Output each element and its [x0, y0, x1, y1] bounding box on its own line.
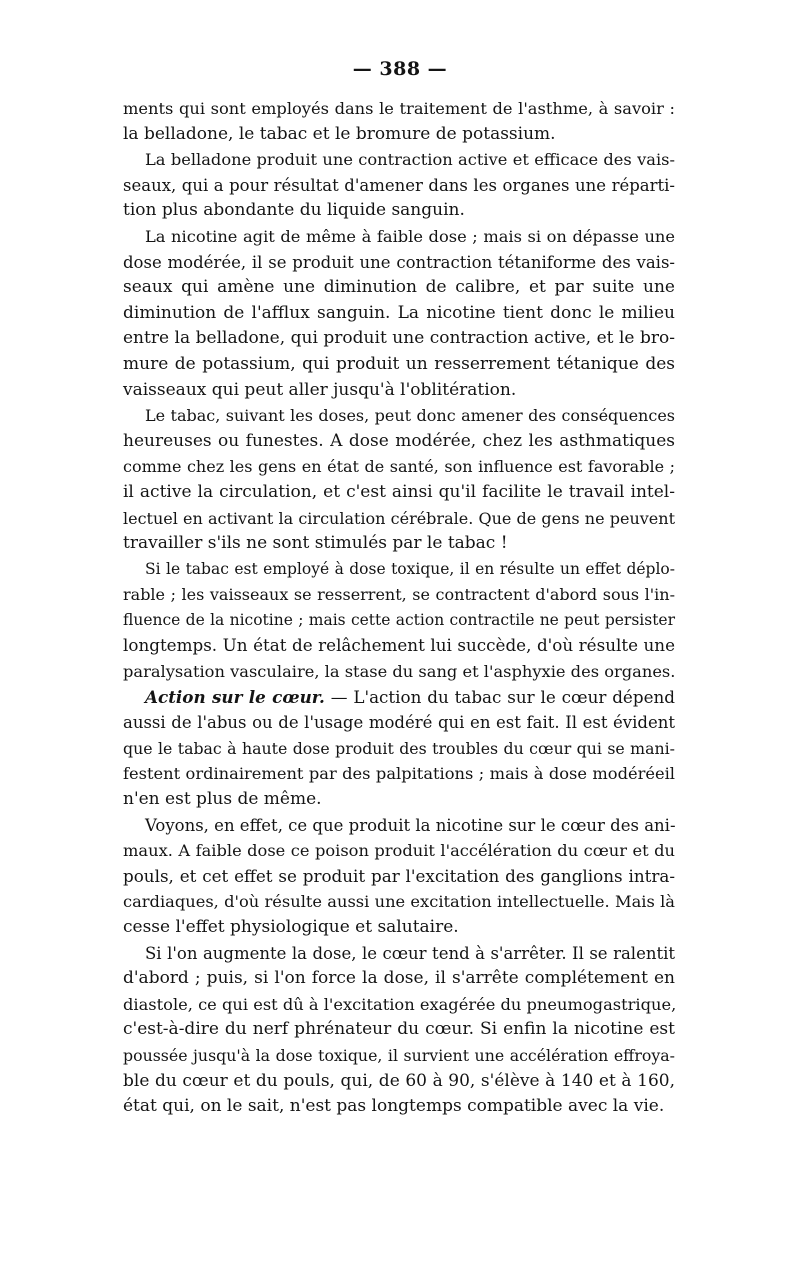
text-line: cardiaques, d'où résulte aussi une excitation intellectuelle. Mais là	[123, 892, 675, 912]
text-line: ments qui sont employés dans le traitement de l'asthme, à savoir :	[123, 99, 675, 118]
text-line: cesse l'effet physiologique et salutaire.	[123, 917, 459, 937]
text-line: seaux qui amène une diminution de calibre, et par suite une	[123, 277, 675, 298]
text-line: entre la belladone, qui produit une contraction active, et le bro-	[123, 328, 675, 349]
text-line: rable ; les vaisseaux se resserrent, se contractent d'abord sous l'in-	[123, 585, 675, 605]
text-line: heureuses ou funestes. A dose modérée, chez les asthmatiques	[123, 430, 675, 451]
text-line: paralysation vasculaire, la stase du sang et l'asphyxie des organes.	[123, 662, 676, 682]
text-line: travailler s'ils ne sont stimulés par le tabac !	[123, 533, 508, 554]
text-line: La nicotine agit de même à faible dose ; mais si on dépasse une	[145, 226, 675, 246]
text-line-with-heading	[123, 685, 675, 711]
text-line: fluence de la nicotine ; mais cette action contractile ne peut persister	[123, 610, 675, 629]
text-line: Si l'on augmente la dose, le cœur tend à s'arrêter. Il se ralentit	[145, 943, 675, 963]
text-line: pouls, et cet effet se produit par l'excitation des ganglions intra-	[123, 865, 675, 886]
text-line: aussi de l'abus ou de l'usage modéré qui en est fait. Il est évident	[123, 713, 675, 733]
text-line: lectuel en activant la circulation cérébrale. Que de gens ne peuvent	[123, 508, 675, 528]
paragraph-8	[123, 941, 675, 1120]
text-line: diminution de l'afflux sanguin. La nicotine tient donc le milieu	[123, 302, 675, 323]
text-line: mure de potassium, qui produit un resserrement tétanique des	[123, 353, 675, 374]
paragraph-7	[123, 813, 675, 941]
text-line: Le tabac, suivant les doses, peut donc amener des conséquences	[145, 406, 675, 426]
text-run: — L'action du tabac sur le cœur dépend	[324, 686, 675, 707]
text-line: que le tabac à haute dose produit des troubles du cœur qui se mani-	[123, 738, 675, 758]
text-line: d'abord ; puis, si l'on force la dose, il s'arrête complétement en	[123, 968, 675, 989]
paragraph-3	[123, 224, 675, 403]
section-heading-italic: Action sur le cœur.	[145, 686, 325, 707]
text-line: état qui, on le sait, n'est pas longtemps compatible avec la vie.	[123, 1096, 665, 1117]
text-line: maux. A faible dose ce poison produit l'accélération du cœur et du	[123, 841, 675, 861]
text-line: c'est-à-dire du nerf phrénateur du cœur. Si enfin la nicotine est	[123, 1019, 675, 1040]
text-line: festent ordinairement par des palpitations ; mais à dose modéréeil	[123, 764, 675, 784]
page-number: — 388 —	[352, 58, 448, 80]
paragraph-1	[123, 96, 675, 147]
text-line: tion plus abondante du liquide sanguin.	[123, 200, 465, 221]
paragraph-6	[123, 685, 675, 813]
paragraph-5	[123, 557, 675, 685]
body-text	[123, 96, 675, 1120]
paragraph-4	[123, 403, 675, 557]
paragraph-2	[123, 147, 675, 224]
text-line: poussée jusqu'à la dose toxique, il survient une accélération effroya-	[123, 1045, 675, 1065]
text-line: La belladone produit une contraction active et efficace des vais-	[145, 150, 675, 170]
text-line: diastole, ce qui est dû à l'excitation exagérée du pneumogastrique,	[123, 994, 677, 1014]
text-line: comme chez les gens en état de santé, son influence est favorable ;	[123, 457, 675, 477]
text-line: il active la circulation, et c'est ainsi qu'il facilite le travail intel-	[123, 481, 675, 502]
text-line: la belladone, le tabac et le bromure de potassium.	[123, 123, 556, 144]
text-line: Voyons, en effet, ce que produit la nicotine sur le cœur des ani-	[145, 815, 676, 835]
text-line: ble du cœur et du pouls, qui, de 60 à 90, s'élève à 140 et à 160,	[123, 1070, 675, 1091]
text-line: longtemps. Un état de relâchement lui succède, d'où résulte une	[123, 635, 675, 656]
text-line: seaux, qui a pour résultat d'amener dans les organes une réparti-	[123, 175, 675, 195]
text-line: Si le tabac est employé à dose toxique, il en résulte un effet déplo-	[145, 559, 675, 578]
text-line: n'en est plus de même.	[123, 789, 322, 810]
text-line: dose modérée, il se produit une contraction tétaniforme des vais-	[123, 252, 675, 272]
text-line: vaisseaux qui peut aller jusqu'à l'oblitération.	[123, 379, 517, 400]
